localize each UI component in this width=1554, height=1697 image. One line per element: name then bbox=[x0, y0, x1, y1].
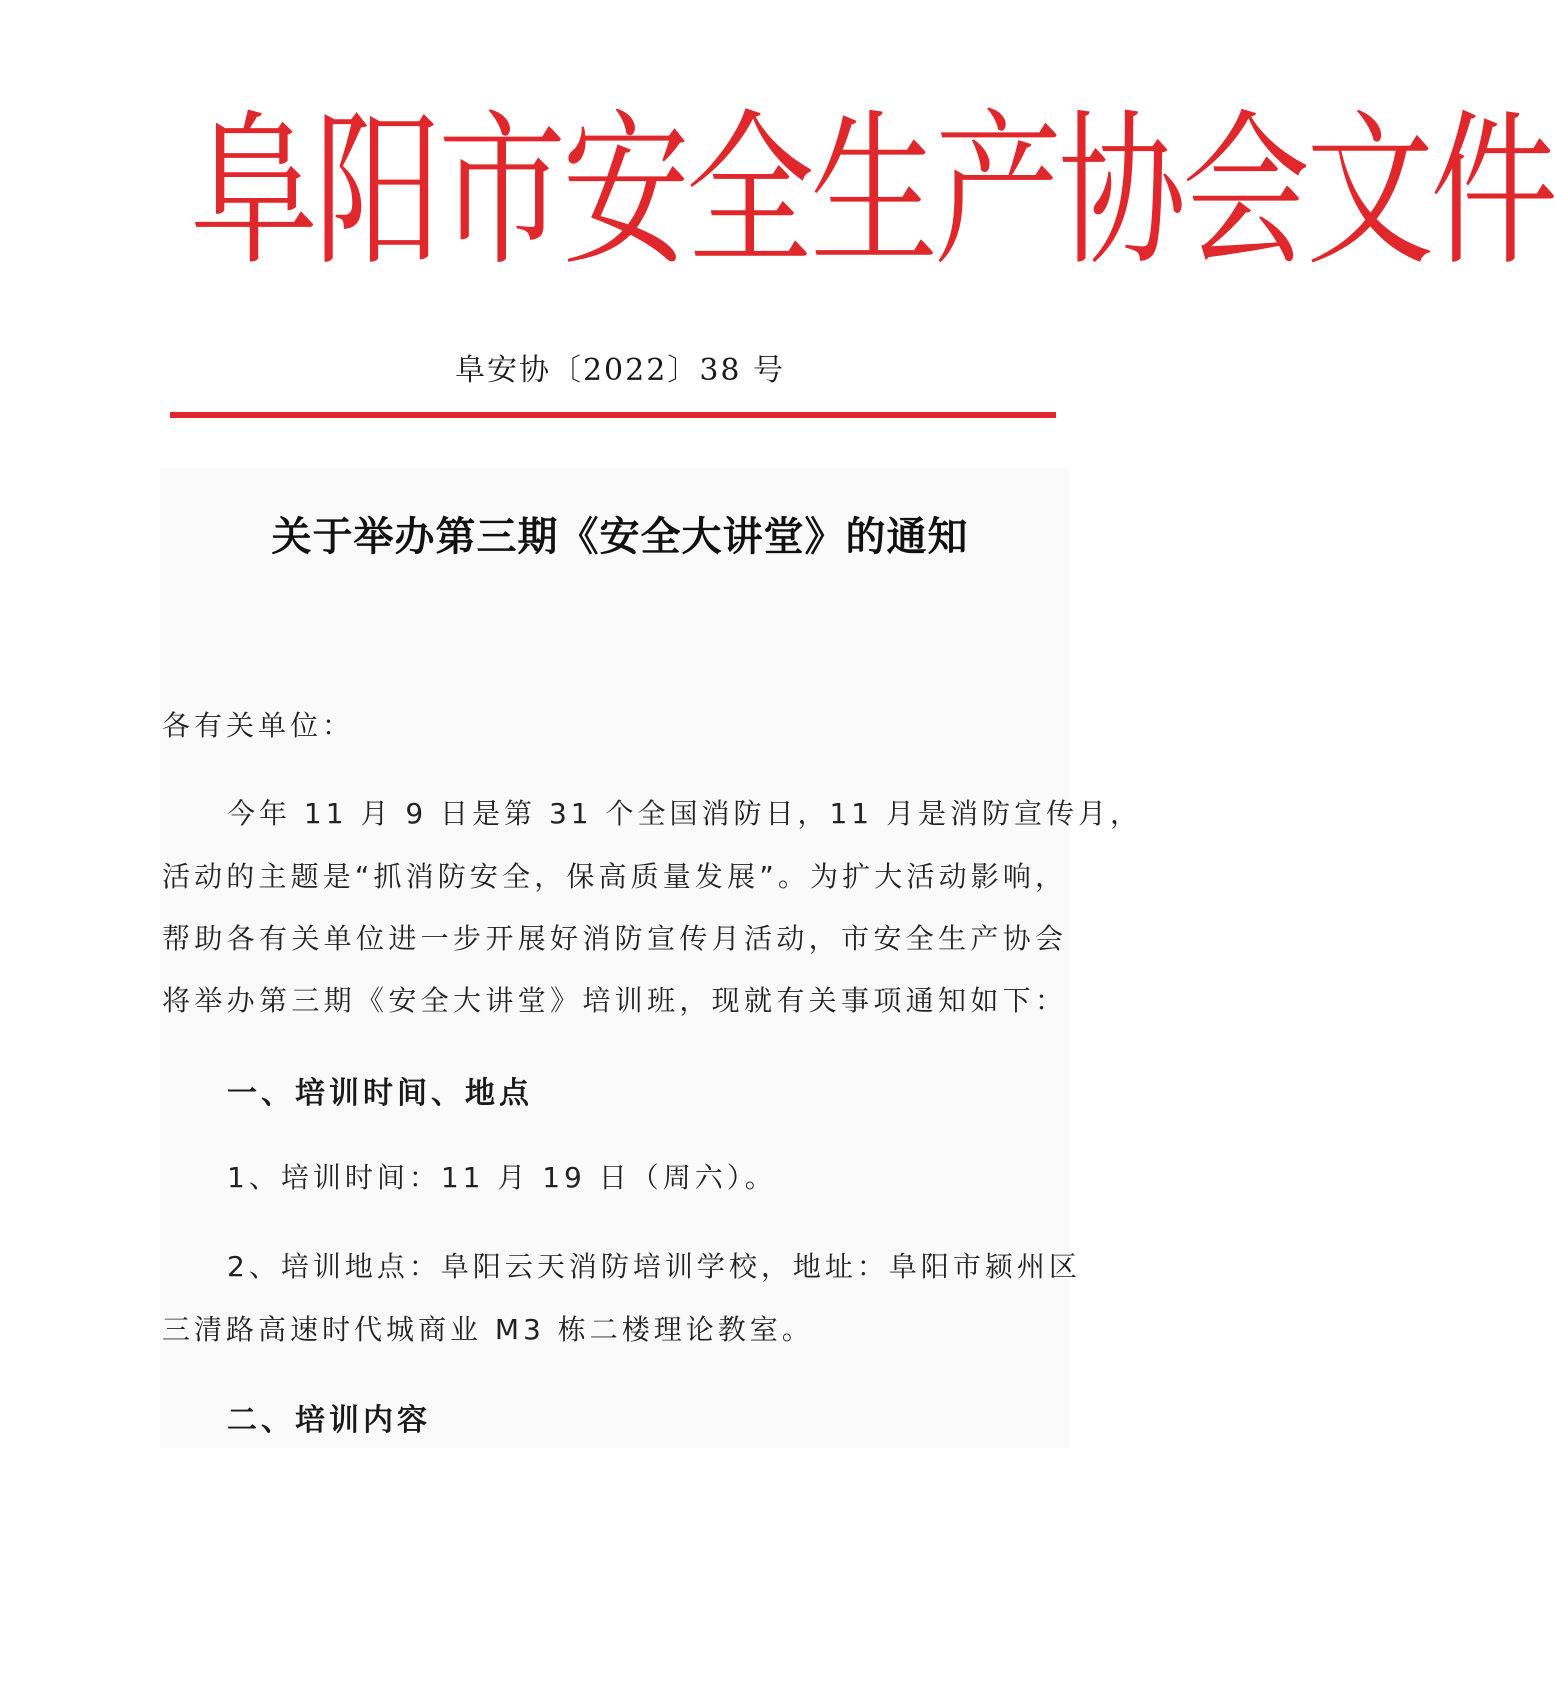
training-time: 1、培训时间：11 月 19 日（周六）。 bbox=[227, 1161, 777, 1194]
masthead-char: 会 bbox=[1182, 95, 1307, 289]
masthead-char: 协 bbox=[1058, 95, 1183, 289]
masthead-char: 文 bbox=[1306, 95, 1431, 289]
red-divider-rule bbox=[170, 412, 1056, 418]
notice-title: 关于举办第三期《安全大讲堂》的通知 bbox=[271, 514, 969, 560]
content-panel bbox=[160, 468, 1143, 1448]
intro-line: 今年 11 月 9 日是第 31 个全国消防日，11 月是消防宣传月， bbox=[227, 797, 1143, 830]
intro-line: 活动的主题是“抓消防安全，保高质量发展”。为扩大活动影响， bbox=[162, 860, 1067, 893]
section-heading-time-place: 一、培训时间、地点 bbox=[227, 1076, 533, 1111]
masthead-char: 安 bbox=[562, 95, 687, 289]
training-location-line: 2、培训地点：阜阳云天消防培训学校，地址：阜阳市颍州区 bbox=[227, 1250, 1081, 1283]
document-number: 阜安协〔2022〕38 号 bbox=[454, 353, 786, 388]
masthead-title bbox=[190, 95, 1554, 289]
masthead-char: 生 bbox=[810, 95, 935, 289]
salutation: 各有关单位： bbox=[162, 709, 355, 742]
section-heading-content: 二、培训内容 bbox=[227, 1403, 431, 1438]
masthead-char: 市 bbox=[438, 95, 563, 289]
masthead-char: 件 bbox=[1430, 95, 1554, 289]
intro-line: 将举办第三期《安全大讲堂》培训班，现就有关事项通知如下： bbox=[162, 984, 1067, 1017]
training-location-line: 三清路高速时代城商业 M3 栋二楼理论教室。 bbox=[162, 1313, 814, 1346]
masthead-char: 产 bbox=[934, 95, 1059, 289]
masthead-char: 全 bbox=[686, 95, 811, 289]
intro-line: 帮助各有关单位进一步开展好消防宣传月活动，市安全生产协会 bbox=[162, 922, 1067, 955]
masthead-char: 阳 bbox=[314, 95, 439, 289]
masthead-char: 阜 bbox=[190, 95, 315, 289]
